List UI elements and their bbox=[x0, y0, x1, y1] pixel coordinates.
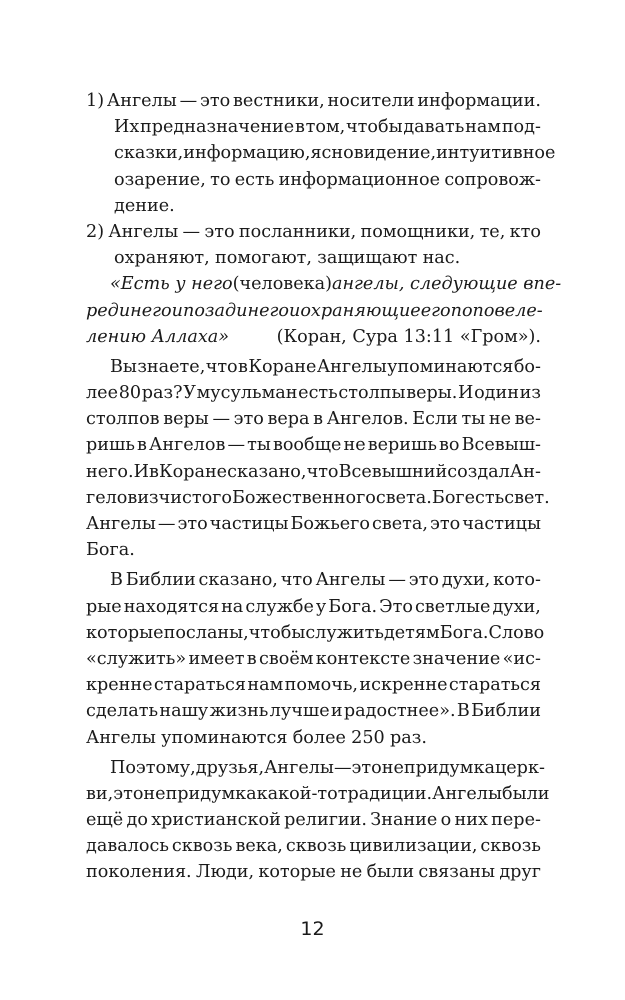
word: были bbox=[366, 862, 415, 883]
word: есть bbox=[298, 383, 338, 404]
word: Всевыш- bbox=[461, 435, 541, 456]
word: нам bbox=[247, 675, 284, 696]
word: Ангелы bbox=[86, 727, 156, 748]
word: Бог bbox=[431, 487, 465, 508]
word: были bbox=[502, 783, 550, 804]
word: кто bbox=[509, 221, 541, 242]
word: это bbox=[200, 91, 231, 111]
word: Ан- bbox=[509, 461, 541, 482]
word: в bbox=[313, 409, 324, 430]
word: позади bbox=[183, 300, 248, 321]
word: есть bbox=[464, 487, 505, 508]
word: традиции. bbox=[337, 783, 433, 804]
word: которые bbox=[258, 862, 336, 883]
word: помогают, bbox=[215, 248, 312, 269]
text-line bbox=[86, 324, 541, 350]
word: упоминаются bbox=[387, 356, 514, 377]
word: Библии bbox=[471, 701, 541, 722]
quote-text: лению Аллаха» bbox=[86, 326, 230, 347]
word: Ангелы bbox=[86, 514, 156, 534]
list-item-2 bbox=[86, 219, 541, 271]
word: 1) bbox=[86, 91, 105, 111]
word: давалось bbox=[86, 836, 169, 857]
word: в bbox=[238, 356, 248, 377]
word: Ангелов. bbox=[326, 409, 409, 430]
word: поколения. bbox=[86, 862, 192, 883]
word: вообще bbox=[272, 435, 342, 456]
word: религии. bbox=[284, 810, 367, 831]
page-body bbox=[86, 88, 562, 886]
quote-block bbox=[86, 271, 562, 350]
page-number: 12 bbox=[300, 918, 325, 940]
word: охраняющие bbox=[300, 300, 421, 321]
word: — bbox=[212, 409, 231, 430]
word: имеет bbox=[188, 648, 245, 669]
quote-text: ангелы, следующие впе- bbox=[331, 274, 562, 295]
word: повеле- bbox=[472, 300, 543, 321]
word: это bbox=[177, 514, 208, 534]
word: лучше bbox=[269, 701, 330, 722]
word: них bbox=[454, 810, 488, 831]
word: реди bbox=[86, 300, 131, 321]
word: во bbox=[439, 435, 460, 456]
word: детям bbox=[383, 622, 440, 643]
word: веры. bbox=[406, 383, 458, 404]
word: охраняют, bbox=[114, 248, 210, 269]
word: века, bbox=[235, 836, 283, 857]
word: что bbox=[280, 570, 313, 591]
word: лее bbox=[86, 383, 119, 404]
word: — bbox=[333, 757, 352, 778]
text-line bbox=[86, 833, 541, 859]
word: информационное bbox=[278, 169, 440, 190]
word: нам bbox=[465, 117, 502, 138]
word: Люди, bbox=[195, 862, 255, 883]
text-line bbox=[86, 859, 541, 885]
word: посланники, bbox=[238, 221, 357, 242]
word: 250 bbox=[351, 727, 385, 748]
text-line bbox=[86, 245, 541, 271]
text-line bbox=[86, 354, 541, 380]
word: ясновидение, bbox=[310, 143, 437, 164]
text-line bbox=[86, 167, 541, 193]
word: мусульман bbox=[196, 383, 298, 404]
word: значение bbox=[412, 648, 501, 669]
word: это bbox=[408, 570, 439, 591]
text-line bbox=[86, 672, 541, 698]
word: помочь, bbox=[284, 675, 359, 696]
word: ты bbox=[461, 409, 486, 430]
word: Знание bbox=[370, 810, 438, 831]
text-line bbox=[86, 725, 541, 751]
text-line bbox=[86, 646, 541, 672]
word: Ангелы bbox=[106, 91, 177, 111]
word: не bbox=[343, 435, 366, 456]
word: озарение, bbox=[114, 169, 206, 190]
word: что bbox=[205, 356, 238, 377]
word: вера bbox=[267, 409, 310, 430]
text-line bbox=[86, 459, 541, 485]
word: интуитивное bbox=[436, 143, 556, 164]
quote-text: «Есть у него bbox=[110, 274, 233, 295]
word: друг bbox=[499, 862, 541, 883]
word: ришь bbox=[86, 435, 135, 456]
word: него bbox=[130, 300, 172, 321]
text-line bbox=[86, 537, 541, 563]
word: из bbox=[137, 487, 159, 508]
word: не bbox=[381, 757, 404, 778]
word: Бога. bbox=[86, 540, 135, 561]
word: Ангелы bbox=[108, 221, 179, 242]
word: Божьего bbox=[290, 514, 370, 534]
word: Коране bbox=[158, 461, 228, 482]
word: веры bbox=[163, 409, 209, 430]
word: — bbox=[388, 570, 406, 591]
word: бо- bbox=[513, 356, 541, 377]
text-line bbox=[86, 271, 562, 297]
text-line bbox=[86, 594, 541, 620]
word: столпов bbox=[86, 409, 160, 430]
word: частицы bbox=[209, 514, 289, 534]
word: чтобы bbox=[248, 622, 306, 643]
word: сопровож- bbox=[444, 169, 541, 190]
word: связаны bbox=[418, 862, 496, 883]
word: церк- bbox=[494, 757, 545, 778]
word: помощники, bbox=[360, 221, 476, 242]
word: не bbox=[340, 862, 363, 883]
word: света. bbox=[375, 487, 432, 508]
word: предназначение bbox=[140, 117, 295, 138]
word: сказки, bbox=[114, 143, 184, 164]
text-line bbox=[86, 88, 541, 114]
word: сказано, bbox=[198, 570, 278, 591]
word: это bbox=[430, 514, 461, 534]
quote-note: (человека) bbox=[232, 274, 332, 295]
word: гелов bbox=[86, 487, 138, 508]
word: находятся bbox=[123, 596, 220, 617]
word: ты bbox=[247, 435, 271, 456]
word: И bbox=[133, 461, 149, 482]
word: это bbox=[204, 221, 235, 242]
word: защищают bbox=[317, 248, 418, 269]
word: в bbox=[294, 117, 305, 138]
word: 80 bbox=[118, 383, 142, 404]
paragraph-2 bbox=[86, 567, 545, 750]
text-line bbox=[86, 698, 541, 724]
word: столпы bbox=[338, 383, 406, 404]
word: не bbox=[143, 783, 166, 804]
word: раз? bbox=[141, 383, 183, 404]
word: духи, bbox=[492, 596, 541, 617]
word: У bbox=[183, 383, 196, 404]
word: давать bbox=[403, 117, 465, 138]
word: о bbox=[440, 810, 452, 831]
word: его bbox=[420, 300, 451, 321]
word: чтобы bbox=[346, 117, 403, 138]
word: службе bbox=[245, 596, 314, 617]
text-line bbox=[86, 298, 541, 324]
text-line bbox=[86, 781, 550, 807]
word: знаете, bbox=[137, 356, 206, 377]
word: Ангелы bbox=[316, 356, 387, 377]
text-line bbox=[86, 219, 541, 245]
text-line bbox=[86, 380, 541, 406]
word: Библии bbox=[125, 570, 196, 591]
word: — bbox=[157, 514, 176, 534]
word: кренне bbox=[86, 675, 153, 696]
word: жизнь bbox=[209, 701, 269, 722]
word: дение. bbox=[114, 195, 175, 216]
word: информацию, bbox=[183, 143, 311, 164]
word: что bbox=[306, 461, 339, 482]
word: и bbox=[289, 300, 301, 321]
word: веришь bbox=[367, 435, 437, 456]
word: посланы, bbox=[163, 622, 249, 643]
word: кото- bbox=[493, 570, 541, 591]
word: ви, bbox=[86, 783, 114, 804]
word: пере- bbox=[491, 810, 541, 831]
word: чистого bbox=[158, 487, 232, 508]
word: Поэтому, bbox=[110, 757, 196, 778]
word: искренне bbox=[359, 675, 448, 696]
word: него bbox=[247, 300, 289, 321]
word: упоминаются bbox=[161, 727, 288, 748]
word: это bbox=[113, 783, 144, 804]
word: радостнее». bbox=[343, 701, 456, 722]
text-line bbox=[86, 406, 541, 432]
word: и bbox=[171, 300, 183, 321]
word: своём bbox=[259, 648, 314, 669]
word: по bbox=[450, 300, 473, 321]
word: есть bbox=[234, 169, 275, 190]
word: ещё bbox=[86, 810, 124, 831]
word: это bbox=[233, 409, 264, 430]
word: вестники, bbox=[233, 91, 325, 111]
word: рые bbox=[86, 596, 122, 617]
word: светлые bbox=[414, 596, 491, 617]
word: Коране bbox=[248, 356, 317, 377]
paragraph-1 bbox=[86, 354, 550, 564]
word: более bbox=[292, 727, 346, 748]
word: один bbox=[474, 383, 519, 404]
word: под- bbox=[501, 117, 541, 138]
word: Их bbox=[114, 117, 140, 138]
word: — bbox=[227, 435, 246, 456]
text-line bbox=[86, 193, 541, 219]
word: духи, bbox=[441, 570, 491, 591]
text-line bbox=[86, 755, 545, 781]
word: сказано, bbox=[227, 461, 307, 482]
word: нас. bbox=[422, 248, 461, 269]
word: Ангелы bbox=[315, 570, 386, 591]
word: В bbox=[110, 570, 123, 591]
word: — bbox=[182, 221, 201, 242]
word: какой-то bbox=[256, 783, 338, 804]
list-item-1 bbox=[86, 88, 556, 219]
word: том, bbox=[305, 117, 346, 138]
word: «ис- bbox=[502, 648, 541, 669]
word: Бога. bbox=[439, 622, 489, 643]
word: И bbox=[458, 383, 474, 404]
word: нашу bbox=[159, 701, 209, 722]
word: «служить» bbox=[86, 648, 187, 669]
word: то bbox=[210, 169, 231, 190]
text-line bbox=[86, 140, 556, 166]
word: в bbox=[137, 435, 147, 456]
word: в bbox=[149, 461, 159, 482]
word: частицы bbox=[462, 514, 541, 534]
word: до bbox=[126, 810, 148, 831]
word: служить bbox=[305, 622, 384, 643]
word: — bbox=[179, 91, 198, 111]
text-line bbox=[86, 511, 541, 537]
word: не bbox=[488, 409, 512, 430]
word: христианской bbox=[151, 810, 281, 831]
word: создал bbox=[447, 461, 510, 482]
word: и bbox=[330, 701, 343, 722]
word: Вы bbox=[110, 356, 137, 377]
word: сквозь bbox=[480, 836, 541, 857]
word: придумка bbox=[403, 757, 495, 778]
word: контексте bbox=[315, 648, 411, 669]
text-line bbox=[86, 620, 545, 646]
word: 2) bbox=[86, 221, 105, 242]
text-line bbox=[86, 432, 541, 458]
word: те, bbox=[479, 221, 506, 242]
word: Бога. bbox=[328, 596, 378, 617]
word: сквозь bbox=[171, 836, 233, 857]
word: сделать bbox=[86, 701, 159, 722]
word: стараться bbox=[153, 675, 246, 696]
paragraph-3 bbox=[86, 755, 550, 886]
text-line bbox=[86, 485, 550, 511]
quote-citation: (Коран, Сура 13:11 «Гром»). bbox=[276, 326, 541, 347]
word: это bbox=[351, 757, 382, 778]
word: ве- bbox=[514, 409, 541, 430]
word: носители bbox=[327, 91, 415, 111]
word: В bbox=[456, 701, 470, 722]
word: Слово bbox=[488, 622, 545, 643]
word: на bbox=[221, 596, 244, 617]
word: Ангелы bbox=[432, 783, 502, 804]
text-line bbox=[86, 567, 541, 593]
word: придумка bbox=[165, 783, 257, 804]
word: него. bbox=[86, 461, 134, 482]
word: света, bbox=[372, 514, 429, 534]
word: которые bbox=[86, 622, 164, 643]
word: Всевышний bbox=[338, 461, 448, 482]
word: Ангелов bbox=[149, 435, 226, 456]
word: стараться bbox=[448, 675, 541, 696]
word: друзья, bbox=[195, 757, 265, 778]
word: Если bbox=[412, 409, 458, 430]
word: Ангелы bbox=[264, 757, 334, 778]
word: Это bbox=[379, 596, 413, 617]
word: свет. bbox=[504, 487, 550, 508]
text-line bbox=[86, 807, 541, 833]
word: в bbox=[246, 648, 257, 669]
word: цивилизации, bbox=[349, 836, 478, 857]
word: раз. bbox=[390, 727, 427, 748]
word: Божественного bbox=[232, 487, 376, 508]
word: из bbox=[519, 383, 541, 404]
word: информации. bbox=[417, 91, 541, 111]
word: у bbox=[315, 596, 327, 617]
word: сквозь bbox=[285, 836, 347, 857]
text-line bbox=[86, 114, 541, 140]
